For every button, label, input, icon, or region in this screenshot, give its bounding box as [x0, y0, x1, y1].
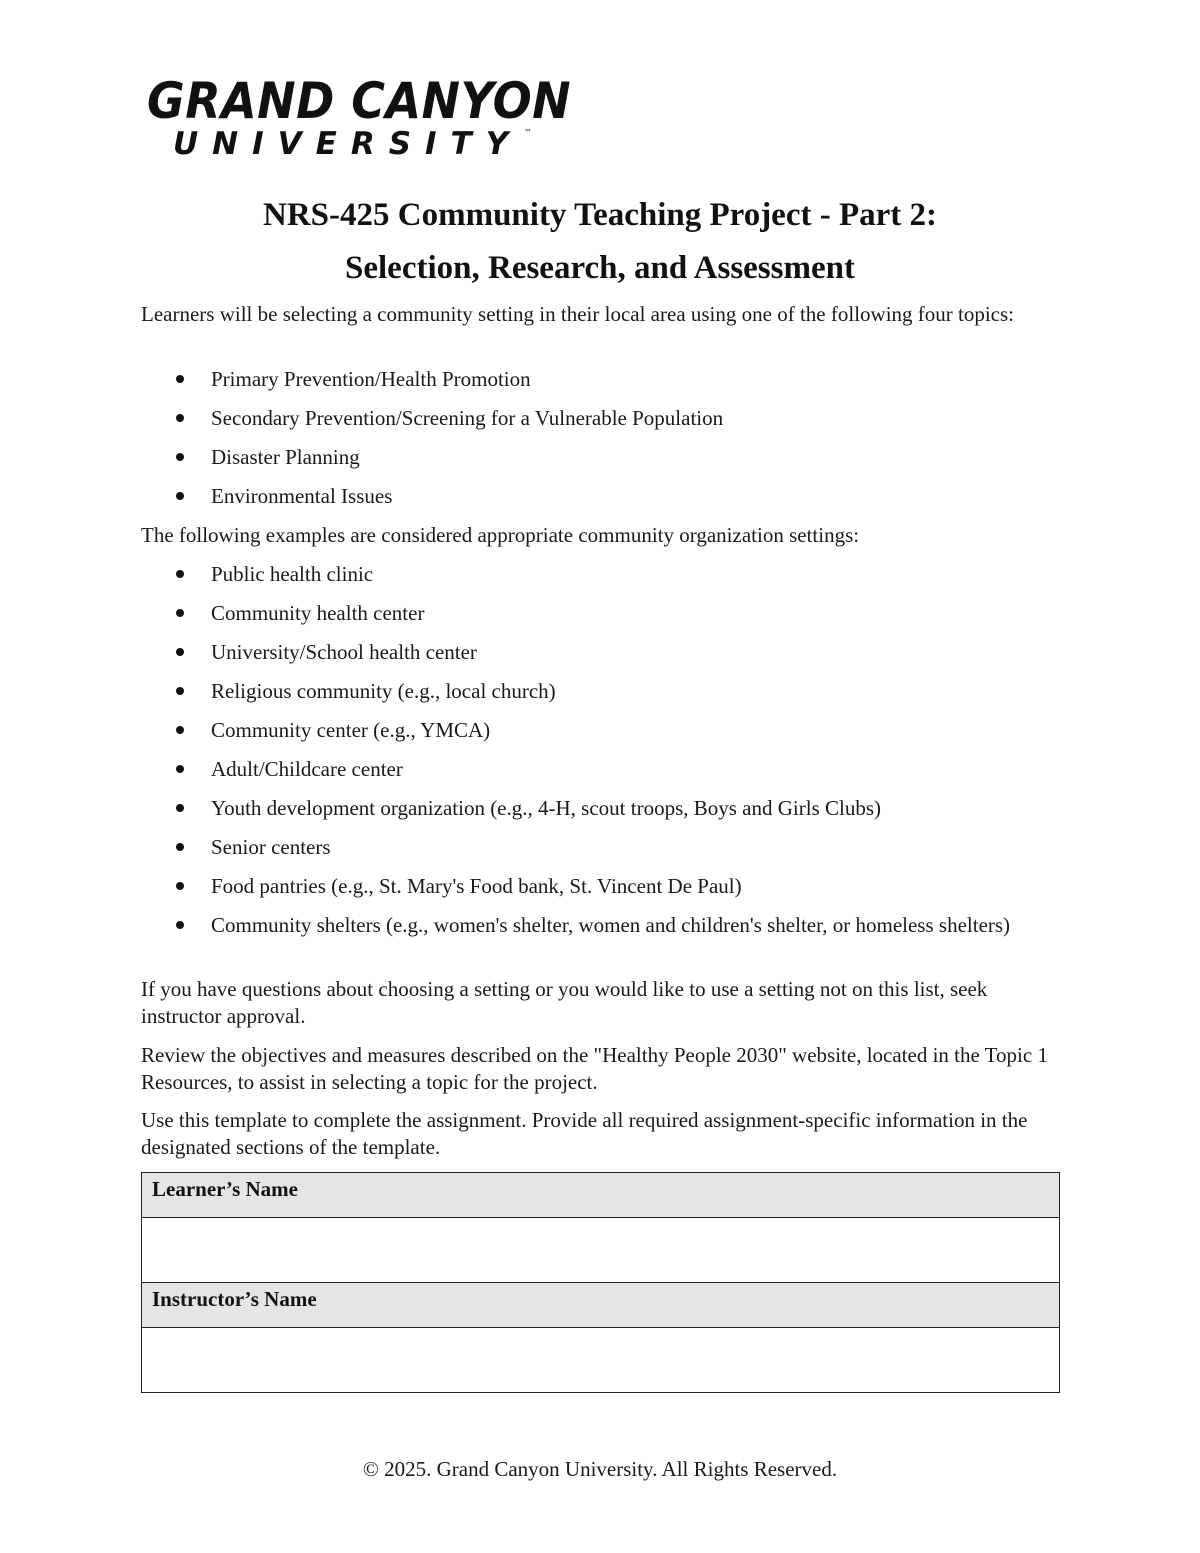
settings-list [141, 561, 1041, 951]
review-paragraph: Review the objectives and measures described on the "Healthy People 2030" website, located in the Topic 1 Resources, to assist in selecting a topic for the project. [141, 1043, 1048, 1094]
bullet-icon [176, 609, 184, 617]
topics-list [141, 366, 1041, 522]
list-item: Senior centers [141, 834, 1041, 861]
list-item: Youth development organization (e.g., 4-H, scout troops, Boys and Girls Clubs) [141, 795, 1041, 822]
learner-name-field[interactable] [142, 1218, 1060, 1283]
bullet-icon [176, 453, 184, 461]
university-logo [147, 72, 572, 166]
list-item: Religious community (e.g., local church) [141, 678, 1041, 705]
bullet-icon [176, 414, 184, 422]
list-item: Public health clinic [141, 561, 1041, 588]
table-row [142, 1283, 1060, 1328]
bullet-icon [176, 765, 184, 773]
bullet-icon [176, 843, 184, 851]
table-row [142, 1218, 1060, 1283]
list-item: Secondary Prevention/Screening for a Vulnerable Population [141, 405, 1041, 432]
copyright-footer: © 2025. Grand Canyon University. All Rights Reserved. [362, 1457, 838, 1481]
bullet-icon [176, 375, 184, 383]
logo-wordmark-top: GRAND CANYON [147, 72, 572, 130]
name-table [141, 1172, 1060, 1393]
settings-intro-paragraph: The following examples are considered appropriate community organization settings: [141, 523, 860, 547]
table-row [142, 1173, 1060, 1218]
bullet-icon [176, 648, 184, 656]
bullet-icon [176, 804, 184, 812]
list-item: University/School health center [141, 639, 1041, 666]
document-title-line1: NRS-425 Community Teaching Project - Part 2: [263, 197, 937, 233]
bullet-icon [176, 687, 184, 695]
instructor-name-field[interactable] [142, 1328, 1060, 1393]
bullet-icon [176, 726, 184, 734]
list-item: Disaster Planning [141, 444, 1041, 471]
list-item: Community health center [141, 600, 1041, 627]
document-title-line2: Selection, Research, and Assessment [345, 250, 855, 286]
list-item: Food pantries (e.g., St. Mary's Food bank, St. Vincent De Paul) [141, 873, 1041, 900]
bullet-icon [176, 492, 184, 500]
learner-name-label: Learner’s Name [142, 1173, 1060, 1218]
logo-wordmark-bottom: UNIVERSITY [173, 126, 523, 162]
trademark-symbol: ™ [524, 128, 532, 137]
intro-paragraph: Learners will be selecting a community setting in their local area using one of the following four topics: [141, 302, 1015, 326]
bullet-icon [176, 921, 184, 929]
list-item: Primary Prevention/Health Promotion [141, 366, 1041, 393]
bullet-icon [176, 882, 184, 890]
questions-paragraph: If you have questions about choosing a setting or you would like to use a setting not on this list, seek instructor approval. [141, 977, 988, 1028]
template-paragraph: Use this template to complete the assignment. Provide all required assignment-specific information in the designated sections of the template. [141, 1108, 1028, 1159]
list-item: Community shelters (e.g., women's shelter, women and children's shelter, or homeless shelters) [141, 912, 1041, 939]
table-row [142, 1328, 1060, 1393]
list-item: Adult/Childcare center [141, 756, 1041, 783]
list-item: Environmental Issues [141, 483, 1041, 510]
list-item: Community center (e.g., YMCA) [141, 717, 1041, 744]
bullet-icon [176, 570, 184, 578]
instructor-name-label: Instructor’s Name [142, 1283, 1060, 1328]
